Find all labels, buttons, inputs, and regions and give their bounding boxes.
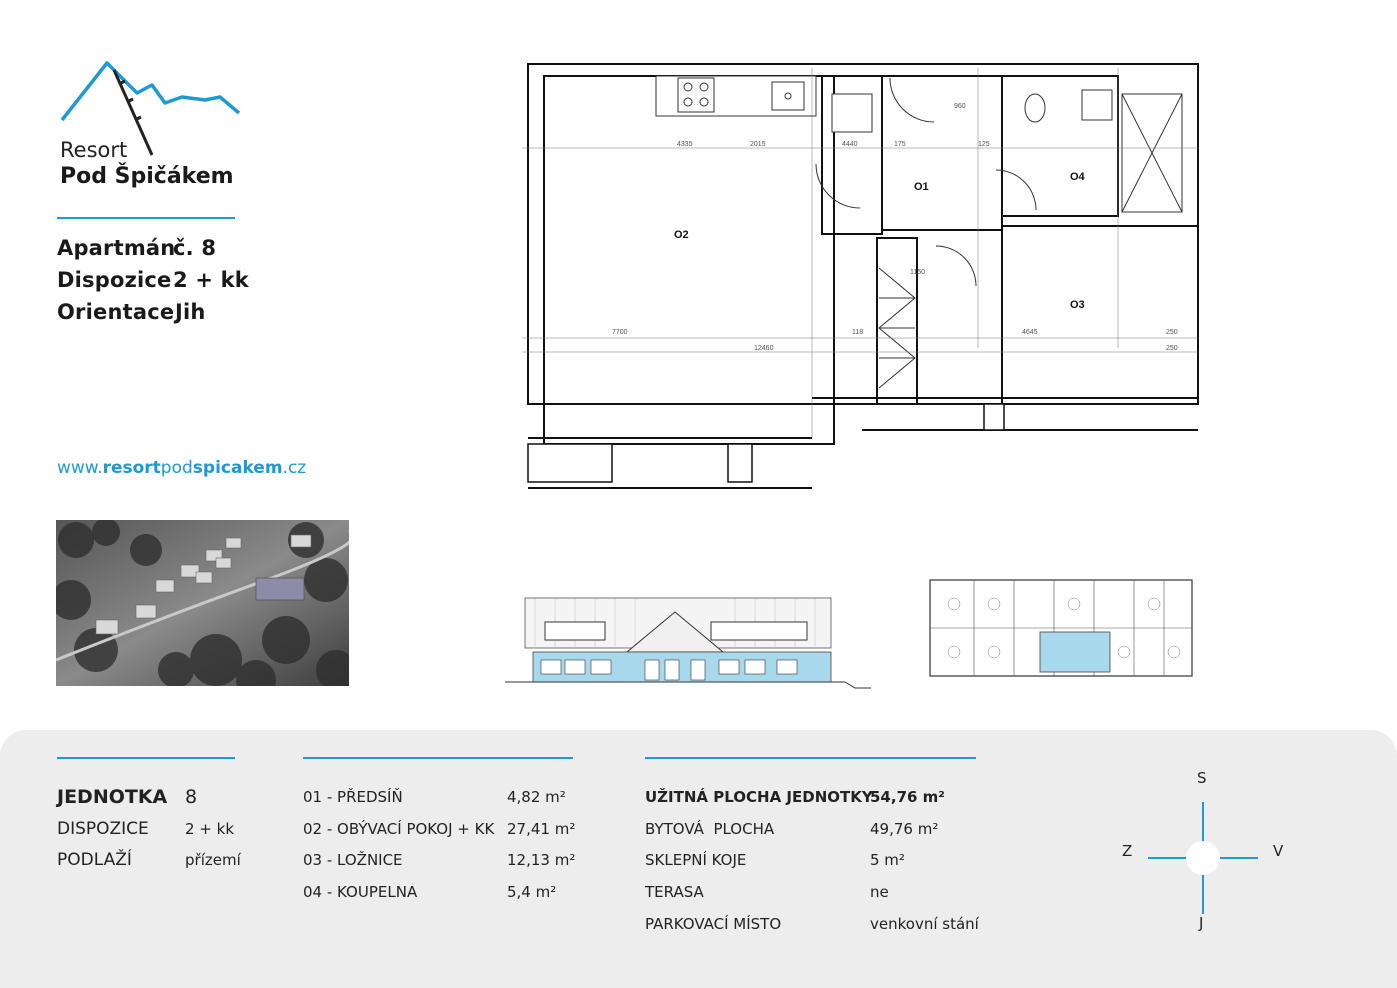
svg-text:960: 960	[954, 103, 966, 110]
svg-text:118: 118	[852, 329, 864, 336]
compass-south-label: J	[1199, 914, 1204, 932]
summary-layout-value: 2 + kk	[185, 820, 235, 838]
layout-label: Dispozice	[57, 268, 172, 292]
summary-divider-2	[303, 757, 573, 759]
apartment-label: Apartmán	[57, 236, 176, 260]
svg-text:2015: 2015	[750, 141, 766, 148]
room-name: 02 - OBÝVACÍ POKOJ + KK	[303, 820, 495, 838]
url-suffix: .cz	[282, 458, 307, 478]
floor-plan	[522, 58, 1202, 498]
compass-east-label: V	[1273, 842, 1284, 860]
floor-label: PODLAŽÍ	[57, 850, 132, 870]
svg-text:1150: 1150	[910, 269, 926, 276]
compass-west-label: Z	[1122, 842, 1133, 860]
orientation-value: Jih	[175, 300, 206, 324]
area-value: 5 m²	[870, 851, 905, 869]
svg-text:12460: 12460	[754, 345, 774, 352]
svg-text:250: 250	[1166, 329, 1178, 336]
room-O1: O1	[914, 181, 929, 193]
room-O3: O3	[1070, 299, 1085, 311]
svg-text:175: 175	[894, 141, 906, 148]
unit-value: 8	[185, 786, 198, 808]
orientation-label: Orientace	[57, 300, 175, 324]
svg-text:125: 125	[978, 141, 990, 148]
brand-name-line2: Pod Špičákem	[60, 164, 234, 189]
divider	[57, 217, 235, 219]
url-part3: spicakem	[192, 458, 283, 478]
room-name: 03 - LOŽNICE	[303, 851, 403, 869]
room-area: 12,13 m²	[507, 851, 576, 869]
website-link[interactable]	[57, 458, 306, 478]
layout-row	[57, 268, 249, 292]
svg-text:4440: 4440	[842, 141, 858, 148]
area-value: 54,76 m²	[870, 788, 945, 806]
url-prefix: www.	[57, 458, 103, 478]
summary-divider-1	[57, 757, 235, 759]
unit-label: JEDNOTKA	[57, 786, 168, 808]
area-label: UŽITNÁ PLOCHA JEDNOTKY	[645, 788, 873, 806]
area-label: TERASA	[645, 883, 704, 901]
room-O2: O2	[674, 229, 689, 241]
room-area: 5,4 m²	[507, 883, 557, 901]
summary-divider-3	[645, 757, 976, 759]
area-label: SKLEPNÍ KOJE	[645, 851, 747, 869]
area-label: BYTOVÁ PLOCHA	[645, 820, 775, 838]
room-name: 01 - PŘEDSÍŇ	[303, 788, 403, 806]
area-value: ne	[870, 883, 889, 901]
key-plan	[924, 570, 1198, 688]
svg-text:250: 250	[1166, 345, 1178, 352]
floor-value: přízemí	[185, 851, 241, 869]
brand-name-line1: Resort	[60, 138, 128, 162]
area-value: 49,76 m²	[870, 820, 939, 838]
svg-text:4645: 4645	[1022, 329, 1038, 336]
url-part1: resort	[102, 458, 161, 478]
apartment-value: č. 8	[173, 236, 217, 260]
building-elevation	[505, 592, 871, 694]
compass-icon	[1140, 790, 1270, 930]
apartment-row	[57, 236, 216, 260]
room-name: 04 - KOUPELNA	[303, 883, 418, 901]
url-part2: pod	[160, 458, 193, 478]
summary-layout-label: DISPOZICE	[57, 819, 149, 839]
room-area: 27,41 m²	[507, 820, 576, 838]
layout-value: 2 + kk	[173, 268, 249, 292]
room-area: 4,82 m²	[507, 788, 566, 806]
area-value: venkovní stání	[870, 915, 979, 933]
area-label: PARKOVACÍ MÍSTO	[645, 915, 782, 933]
compass-north-label: S	[1197, 769, 1207, 787]
svg-text:7700: 7700	[612, 329, 628, 336]
orientation-row	[57, 300, 206, 324]
room-O4: O4	[1070, 171, 1085, 183]
aerial-photo	[56, 520, 349, 686]
svg-text:4335: 4335	[677, 141, 693, 148]
